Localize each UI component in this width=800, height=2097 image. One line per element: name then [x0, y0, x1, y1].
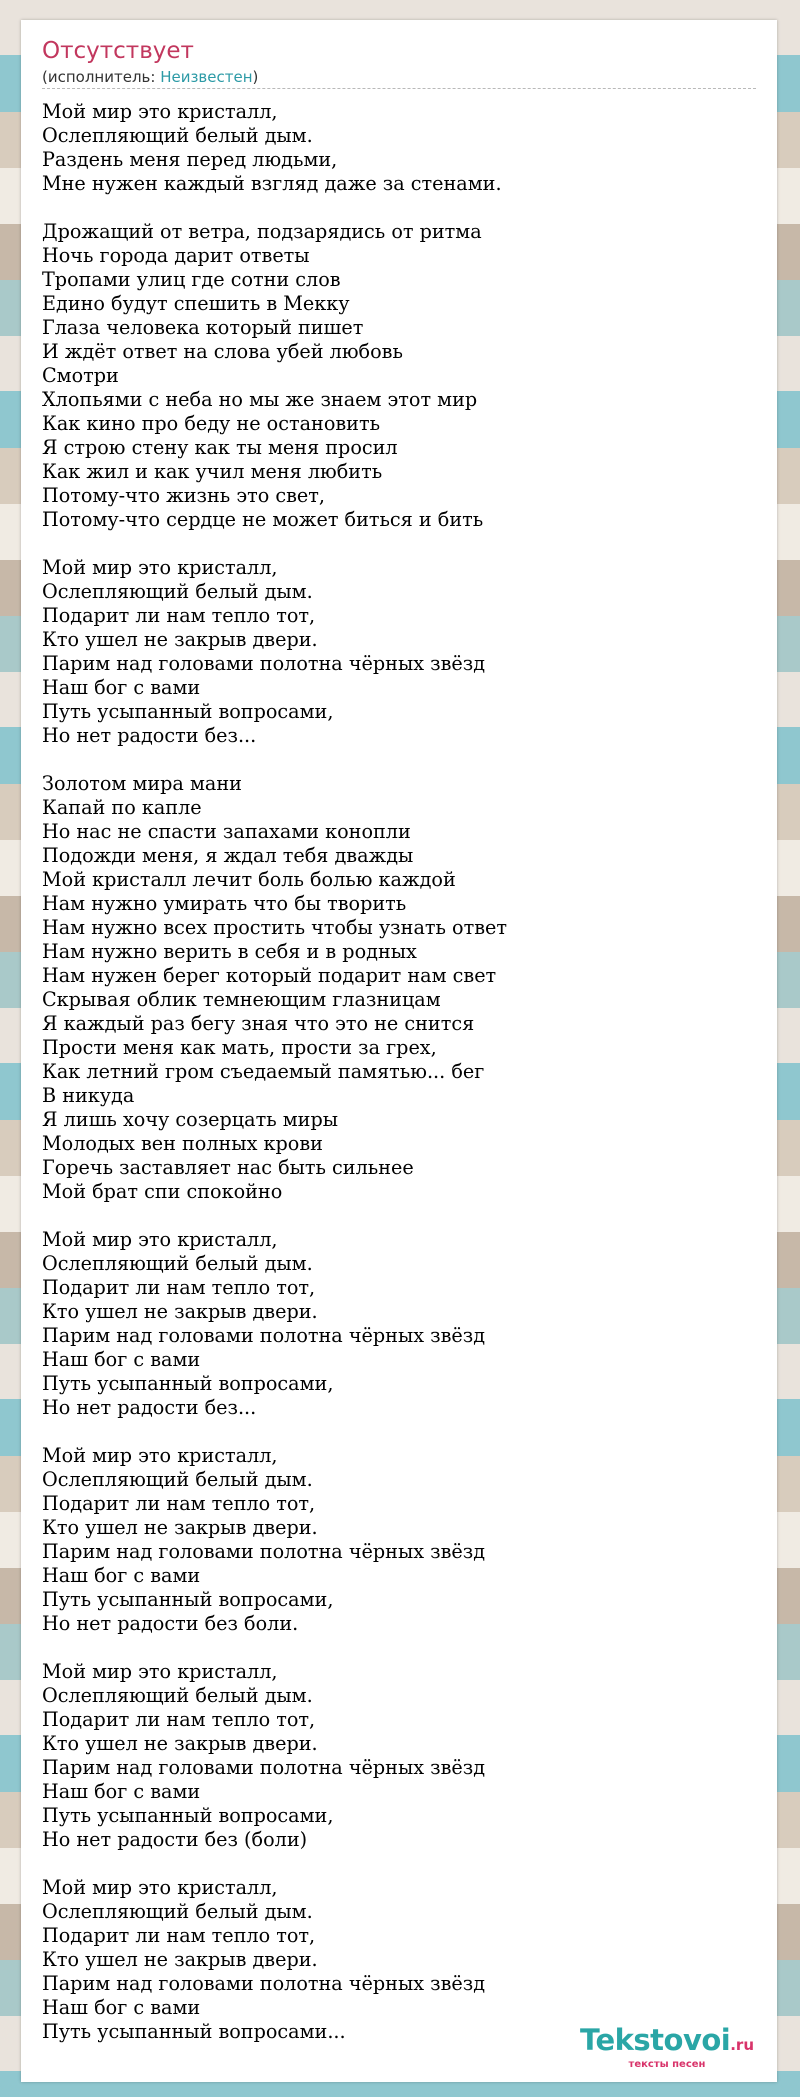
lyrics-line: Кто ушел не закрыв двери.	[42, 628, 318, 651]
logo-domain: .ru	[730, 2036, 754, 2054]
lyrics-line: Мой мир это кристалл,	[42, 1876, 278, 1899]
lyrics-line: Но нет радости без...	[42, 724, 257, 747]
artist-link[interactable]: Неизвестен	[160, 68, 253, 86]
lyrics-line: Нам нужно умирать что бы творить	[42, 892, 407, 915]
lyrics-line: Путь усыпанный вопросами,	[42, 1804, 334, 1827]
lyrics-line: Как кино про беду не остановить	[42, 412, 381, 435]
lyrics-line: Ослепляющий белый дым.	[42, 580, 313, 603]
lyrics-line: Ночь города дарит ответы	[42, 244, 310, 267]
lyrics-line: Парим над головами полотна чёрных звёзд	[42, 1324, 486, 1347]
lyrics-line: Нам нужен берег который подарит нам свет	[42, 964, 497, 987]
lyrics-line: Я каждый раз бегу зная что это не снится	[42, 1012, 475, 1035]
lyrics-line: Мой мир это кристалл,	[42, 556, 278, 579]
lyrics-line: Мой мир это кристалл,	[42, 100, 278, 123]
title-divider	[42, 88, 756, 89]
lyrics-line: Но нет радости без (боли)	[42, 1828, 308, 1851]
lyrics-line: Кто ушел не закрыв двери.	[42, 1516, 318, 1539]
lyrics-line: Путь усыпанный вопросами,	[42, 1372, 334, 1395]
lyrics-line: Но нас не спасти запахами конопли	[42, 820, 411, 843]
lyrics-line: Путь усыпанный вопросами,	[42, 1588, 334, 1611]
logo-main-text: Tekstovoi	[580, 2023, 731, 2057]
lyrics-line: Путь усыпанный вопросами...	[42, 2020, 346, 2043]
lyrics-line: Парим над головами полотна чёрных звёзд	[42, 1540, 486, 1563]
lyrics-line: Мой мир это кристалл,	[42, 1228, 278, 1251]
lyrics-line: Потому-что сердце не может биться и бить	[42, 508, 484, 531]
lyrics-line: Наш бог с вами	[42, 676, 201, 699]
lyrics-line: Парим над головами полотна чёрных звёзд	[42, 1972, 486, 1995]
lyrics-line: Скрывая облик темнеющим глазницам	[42, 988, 441, 1011]
lyrics-line: Мой брат спи спокойно	[42, 1180, 283, 1203]
lyrics-line: Дрожащий от ветра, подзарядись от ритма	[42, 220, 482, 243]
lyrics-line: Подарит ли нам тепло тот,	[42, 1708, 316, 1731]
lyrics-line: Подожди меня, я ждал тебя дважды	[42, 844, 414, 867]
lyrics-line: Хлопьями с неба но мы же знаем этот мир	[42, 388, 478, 411]
lyrics-line: Наш бог с вами	[42, 1780, 201, 1803]
lyrics-line: Молодых вен полных крови	[42, 1132, 323, 1155]
lyrics-line: Нам нужно всех простить чтобы узнать ответ	[42, 916, 507, 939]
lyrics-line: Ослепляющий белый дым.	[42, 124, 313, 147]
lyrics-line: В никуда	[42, 1084, 135, 1107]
lyrics-line: Ослепляющий белый дым.	[42, 1900, 313, 1923]
lyrics-line: Мой мир это кристалл,	[42, 1444, 278, 1467]
lyrics-line: Как жил и как учил меня любить	[42, 460, 383, 483]
lyrics-line: Мой мир это кристалл,	[42, 1660, 278, 1683]
lyrics-text	[42, 100, 507, 2044]
lyrics-line: Я строю стену как ты меня просил	[42, 436, 398, 459]
lyrics-line: Раздень меня перед людьми,	[42, 148, 338, 171]
lyrics-line: Горечь заставляет нас быть сильнее	[42, 1156, 414, 1179]
lyrics-line: Глаза человека который пишет	[42, 316, 364, 339]
lyrics-line: Но нет радости без боли.	[42, 1612, 299, 1635]
lyrics-line: Подарит ли нам тепло тот,	[42, 1492, 316, 1515]
lyrics-line: Прости меня как мать, прости за грех,	[42, 1036, 437, 1059]
lyrics-line: Потому-что жизнь это свет,	[42, 484, 325, 507]
song-title: Отсутствует	[42, 38, 194, 64]
lyrics-line: Едино будут спешить в Мекку	[42, 292, 350, 315]
artist-prefix: (исполнитель:	[42, 68, 161, 86]
lyrics-line: Мой кристалл лечит боль болью каждой	[42, 868, 456, 891]
lyrics-line: Ослепляющий белый дым.	[42, 1684, 313, 1707]
lyrics-line: Парим над головами полотна чёрных звёзд	[42, 1756, 486, 1779]
lyrics-line: Наш бог с вами	[42, 1996, 201, 2019]
lyrics-line: Кто ушел не закрыв двери.	[42, 1732, 318, 1755]
lyrics-line: Капай по капле	[42, 796, 202, 819]
lyrics-line: Подарит ли нам тепло тот,	[42, 1276, 316, 1299]
lyrics-line: Ослепляющий белый дым.	[42, 1252, 313, 1275]
lyrics-line: Нам нужно верить в себя и в родных	[42, 940, 417, 963]
lyrics-line: Но нет радости без...	[42, 1396, 257, 1419]
logo-wordmark	[580, 2025, 754, 2060]
lyrics-line: Наш бог с вами	[42, 1348, 201, 1371]
lyrics-line: Путь усыпанный вопросами,	[42, 700, 334, 723]
lyrics-line: Я лишь хочу созерцать миры	[42, 1108, 339, 1131]
lyrics-line: Смотри	[42, 364, 119, 387]
lyrics-line: Кто ушел не закрыв двери.	[42, 1948, 318, 1971]
lyrics-line: Подарит ли нам тепло тот,	[42, 604, 316, 627]
lyrics-line: Ослепляющий белый дым.	[42, 1468, 313, 1491]
lyrics-line: Парим над головами полотна чёрных звёзд	[42, 652, 486, 675]
lyrics-line: Подарит ли нам тепло тот,	[42, 1924, 316, 1947]
lyrics-line: Тропами улиц где сотни слов	[42, 268, 341, 291]
artist-suffix: )	[252, 68, 259, 86]
lyrics-card	[21, 20, 777, 2082]
lyrics-line: Мне нужен каждый взгляд даже за стенами.	[42, 172, 502, 195]
lyrics-line: Как летний гром съедаемый памятью... бег	[42, 1060, 485, 1083]
lyrics-line: Золотом мира мани	[42, 772, 242, 795]
lyrics-line: Наш бог с вами	[42, 1564, 201, 1587]
artist-line	[42, 68, 258, 86]
logo-tagline: тексты песен	[628, 2059, 706, 2070]
tekstovoi-logo[interactable]	[580, 2025, 754, 2070]
lyrics-line: Кто ушел не закрыв двери.	[42, 1300, 318, 1323]
lyrics-line: И ждёт ответ на слова убей любовь	[42, 340, 403, 363]
